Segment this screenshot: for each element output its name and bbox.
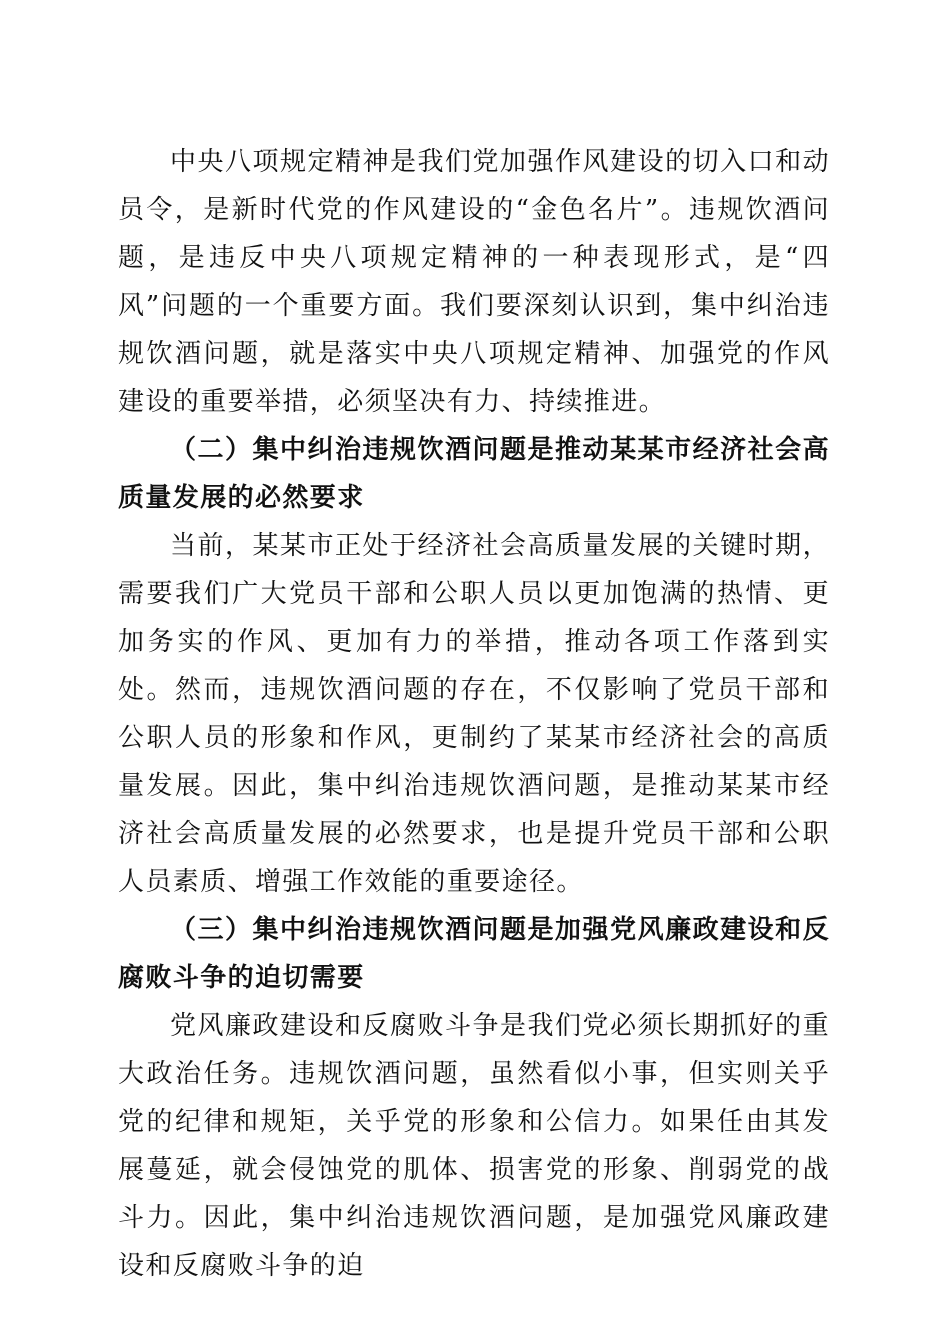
body-paragraph-3: 党风廉政建设和反腐败斗争是我们党必须长期抓好的重大政治任务。违规饮酒问题，虽然看似小事，但实则关乎党的纪律和规矩，关乎党的形象和公信力。如果任由其发展蔓延，就会侵蚀党的肌体、损害党的形象、削弱党的战斗力。因此，集中纠治违规饮酒问题，是加强党风廉政建设和反腐败斗争的迫 xyxy=(118,1011,830,1281)
body-paragraph-1: 中央八项规定精神是我们党加强作风建设的切入口和动员令，是新时代党的作风建设的“金色名片”。违规饮酒问题，是违反中央八项规定精神的一种表现形式，是“四风”问题的一个重要方面。我们要深刻认识到，集中纠治违规饮酒问题，就是落实中央八项规定精神、加强党的作风建设的重要举措，必须坚决有力、持续推进。 xyxy=(118,147,830,417)
body-paragraph-2: 当前，某某市正处于经济社会高质量发展的关键时期，需要我们广大党员干部和公职人员以更加饱满的热情、更加务实的作风、更加有力的举措，推动各项工作落到实处。然而，违规饮酒问题的存在，不仅影响了党员干部和公职人员的形象和作风，更制约了某某市经济社会的高质量发展。因此，集中纠治违规饮酒问题，是推动某某市经济社会高质量发展的必然要求，也是提升党员干部和公职人员素质、增强工作效能的重要途径。 xyxy=(118,531,830,897)
section-heading-3: （三）集中纠治违规饮酒问题是加强党风廉政建设和反腐败斗争的迫切需要 xyxy=(118,915,830,993)
document-page xyxy=(118,138,830,1290)
section-heading-2: （二）集中纠治违规饮酒问题是推动某某市经济社会高质量发展的必然要求 xyxy=(118,435,830,513)
